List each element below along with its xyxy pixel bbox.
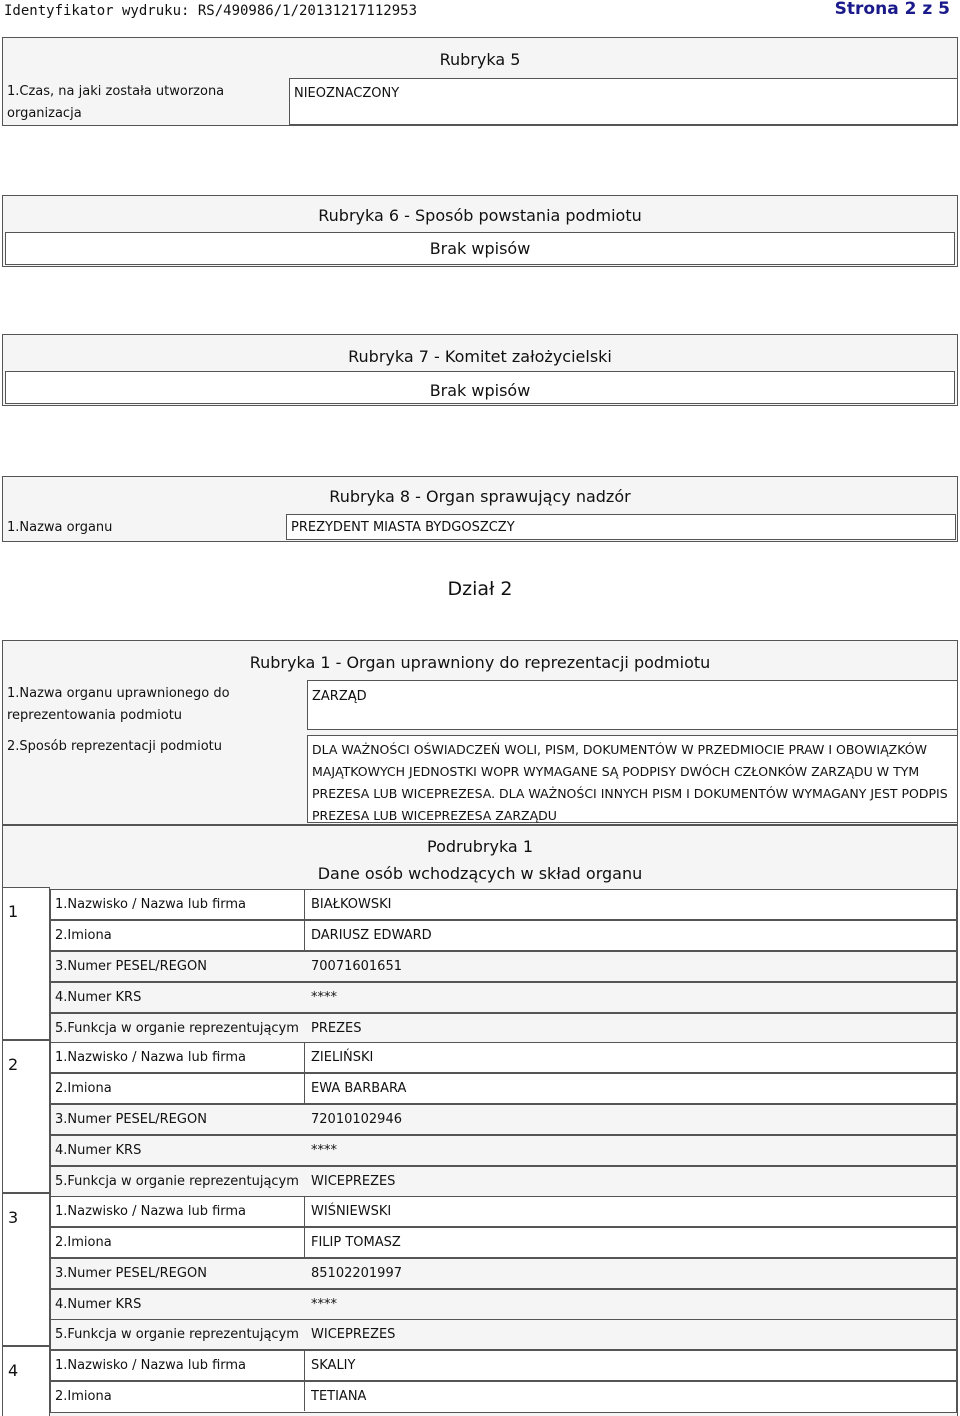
person-number: 4	[8, 1361, 19, 1380]
rubryka-5-section	[2, 37, 958, 126]
rubryka-6-body	[5, 232, 955, 265]
person-surname-row	[50, 889, 957, 920]
names-label: 2.Imiona	[55, 1389, 112, 1404]
names-label: 2.Imiona	[55, 1081, 112, 1096]
person-pesel-row	[50, 1104, 957, 1135]
rubryka-6-title: Rubryka 6 - Sposób powstania podmiotu	[318, 206, 642, 225]
rubryka-5-label: 1.Czas, na jaki została utworzona organizacja	[7, 84, 225, 121]
person-surname-row	[50, 1196, 957, 1227]
rubryka-6-section	[2, 195, 958, 267]
krs-value: ****	[311, 1297, 337, 1312]
function-value: WICEPREZES	[311, 1174, 396, 1189]
surname-label: 1.Nazwisko / Nazwa lub firma	[55, 1050, 247, 1065]
function-label: 5.Funkcja w organie reprezentującym	[55, 1174, 299, 1189]
print-identifier: Identyfikator wydruku: RS/490986/1/20131217112953	[4, 3, 418, 19]
representation-value: DLA WAŻNOŚCI OŚWIADCZEŃ WOLI, PISM, DOKUMENTÓW W PRZEDMIOCIE PRAW I OBOWIĄZKÓW MAJĄTKOWYCH JEDNOSTKI WOPR WYMAGANE SĄ PODPISY DWÓCH CZŁONKÓW ZARZĄDU W TYM PREZESA LUB WICEPREZESA. DLA WAŻNOŚCI INNYCH PISM I DOKUMENTÓW WYMAGANY JEST PODPIS PREZESA LUB WICEPREZESA ZARZĄDU	[312, 742, 948, 823]
pesel-value: 72010102946	[311, 1112, 402, 1127]
krs-label: 4.Numer KRS	[55, 990, 142, 1005]
person-number-cell	[2, 1346, 50, 1416]
person-function-row	[50, 1013, 957, 1044]
names-value: TETIANA	[311, 1389, 367, 1404]
names-label: 2.Imiona	[55, 1235, 112, 1250]
function-value: PREZES	[311, 1021, 362, 1036]
surname-label: 1.Nazwisko / Nazwa lub firma	[55, 1358, 247, 1373]
person-pesel-row	[50, 951, 957, 982]
pesel-value: 85102201997	[311, 1266, 402, 1281]
rubryka-8-section	[2, 476, 958, 542]
organ-name-value: ZARZĄD	[312, 689, 367, 704]
function-value: WICEPREZES	[311, 1327, 396, 1342]
rubryka-5-title: Rubryka 5	[439, 50, 521, 69]
rubryka-8-title: Rubryka 8 - Organ sprawujący nadzór	[329, 487, 631, 506]
surname-value: SKALIY	[311, 1358, 356, 1373]
surname-value: BIAŁKOWSKI	[311, 897, 392, 912]
person-surname-row	[50, 1350, 957, 1381]
person-function-row	[50, 1319, 957, 1350]
names-value: EWA BARBARA	[311, 1081, 407, 1096]
person-number-cell	[2, 1040, 50, 1193]
person-function-row	[50, 1166, 957, 1197]
rubryka-8-label: 1.Nazwa organu	[7, 520, 113, 535]
rubryka-5-value-cell	[289, 78, 958, 125]
rubryka-8-value: PREZYDENT MIASTA BYDGOSZCZY	[291, 520, 515, 535]
person-krs-row	[50, 1135, 957, 1166]
rubryka-7-empty: Brak wpisów	[429, 381, 531, 400]
print-header	[0, 0, 960, 22]
organ-name-cell	[307, 680, 958, 730]
function-label: 5.Funkcja w organie reprezentującym	[55, 1327, 299, 1342]
krs-label: 4.Numer KRS	[55, 1297, 142, 1312]
pesel-label: 3.Numer PESEL/REGON	[55, 959, 207, 974]
organ-title: Rubryka 1 - Organ uprawniony do reprezentacji podmiotu	[249, 653, 711, 672]
krs-label: 4.Numer KRS	[55, 1143, 142, 1158]
names-value: DARIUSZ EDWARD	[311, 928, 432, 943]
names-value: FILIP TOMASZ	[311, 1235, 401, 1250]
person-pesel-row	[50, 1258, 957, 1289]
names-label: 2.Imiona	[55, 928, 112, 943]
representation-cell	[307, 735, 958, 823]
podrubryka-subtitle: Dane osób wchodzących w skład organu	[317, 864, 643, 883]
rubryka-5-value: NIEOZNACZONY	[294, 86, 400, 101]
krs-value: ****	[311, 1143, 337, 1158]
rubryka-7-section	[2, 334, 958, 406]
krs-value: ****	[311, 990, 337, 1005]
person-number: 3	[8, 1208, 19, 1227]
pesel-label: 3.Numer PESEL/REGON	[55, 1112, 207, 1127]
surname-label: 1.Nazwisko / Nazwa lub firma	[55, 1204, 247, 1219]
surname-label: 1.Nazwisko / Nazwa lub firma	[55, 897, 247, 912]
pesel-label: 3.Numer PESEL/REGON	[55, 1266, 207, 1281]
pesel-value: 70071601651	[311, 959, 402, 974]
page-number: Strona 2 z 5	[834, 0, 950, 19]
person-names-row	[50, 1227, 957, 1258]
rubryka-7-body	[5, 371, 955, 404]
person-names-row	[50, 920, 957, 951]
representation-label: 2.Sposób reprezentacji podmiotu	[7, 739, 222, 754]
person-names-row	[50, 1381, 957, 1413]
organ-name-label: 1.Nazwa organu uprawnionego do reprezentowania podmiotu	[7, 686, 230, 723]
person-number: 2	[8, 1055, 19, 1074]
surname-value: ZIELIŃSKI	[311, 1050, 374, 1065]
rubryka-8-value-cell	[286, 514, 956, 540]
person-number-cell	[2, 1193, 50, 1346]
rubryka-7-title: Rubryka 7 - Komitet założycielski	[348, 347, 612, 366]
podrubryka-title: Podrubryka 1	[427, 837, 533, 856]
dzial-title: Dział 2	[447, 578, 513, 600]
function-label: 5.Funkcja w organie reprezentującym	[55, 1021, 299, 1036]
person-names-row	[50, 1073, 957, 1104]
person-krs-row	[50, 982, 957, 1013]
person-krs-row	[50, 1289, 957, 1320]
person-number: 1	[8, 902, 19, 921]
surname-value: WIŚNIEWSKI	[311, 1204, 392, 1219]
person-surname-row	[50, 1042, 957, 1073]
organ-section	[2, 640, 958, 825]
rubryka-6-empty: Brak wpisów	[429, 239, 531, 258]
person-number-cell	[2, 887, 50, 1040]
